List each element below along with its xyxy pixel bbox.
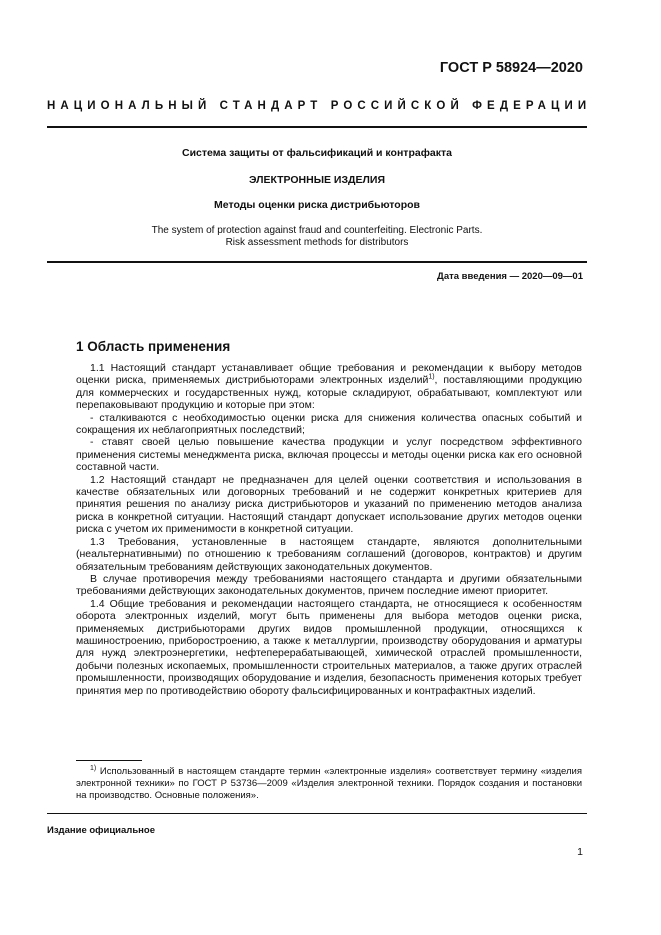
system-title: Система защиты от фальсификаций и контрафакта xyxy=(182,147,452,159)
title-rule xyxy=(47,261,587,263)
paragraph-text: 1.1 Настоящий стандарт устанавливает общие требования и рекомендации к выбору методов оценки риска, применяемых дистрибьюторами электронных изделий xyxy=(76,362,582,387)
edition-label: Издание официальное xyxy=(47,825,155,836)
product-title: ЭЛЕКТРОННЫЕ ИЗДЕЛИЯ xyxy=(249,174,385,186)
paragraph-priority: В случае противоречия между требованиями настоящего стандарта и другими обязательными требованиями действующих законодательных документов, причем последние имеют приоритет. xyxy=(76,572,582,598)
paragraph-1-3: 1.3 Требования, установленные в настоящем стандарте, являются дополнительными (неальтернативными) по отношению к требованиям соглашений (договоров, контрактов) и другим обязательным требованиям действующих законодательных документов. xyxy=(76,535,582,573)
bullet-item: - ставят своей целью повышение качества продукции и услуг посредством эффективного применения системы менеджмента риска, включая процессы и методы оценки риска как его основной составной части. xyxy=(76,436,582,474)
paragraph-1-4: 1.4 Общие требования и рекомендации настоящего стандарта, не относящиеся к особенностям оборота электронных изделий, могут быть применены для выбора методов оценки риска, применяемых дистрибьюторами других видов промышленной продукции, относящихся к машиностроению, приборостроению, а также к металлургии, производству оборудования и арматуры для нужд электроэнергетики, нефтеперерабатывающей, химической отраслей промышленности, добычи полезных ископаемых, промышленности строительных материалов, а также других отраслей промышленности, производящих оборудование и изделия, безопасность применения которых требует принятия мер по противодействию обороту фальсифицированных и контрафактных изделий. xyxy=(76,597,582,697)
national-standard-title: НАЦИОНАЛЬНЫЙ СТАНДАРТ РОССИЙСКОЙ ФЕДЕРАЦИИ xyxy=(47,100,592,112)
document-code: ГОСТ Р 58924—2020 xyxy=(439,60,583,76)
paragraph-1-1 xyxy=(76,362,582,412)
footnote-marker: 1) xyxy=(90,764,97,772)
paragraph-1-2: 1.2 Настоящий стандарт не предназначен для целей оценки соответствия и использования в качестве обязательных или договорных требований и не содержит конкретных критериев для принятия решения по анализу риска дистрибьюторов и указаний по применению методов анализа риска в конкретной ситуации. Настоящий стандарт допускает использование других методов оценки риска с учетом их применимости в конкретной ситуации. xyxy=(76,473,582,536)
english-title-line-1: The system of protection against fraud and counterfeiting. Electronic Parts. xyxy=(151,225,483,236)
bullet-item: - сталкиваются с необходимостью оценки риска для снижения количества опасных событий и сокращения их неблагоприятных последствий; xyxy=(76,411,582,437)
footnote-text: Использованный в настоящем стандарте термин «электронные изделия» соответствует термину «изделия электронной техники» по ГОСТ Р 53736—2009 «Изделия электронной техники. Порядок создания и постановки на производство. Основные положения». xyxy=(76,766,582,801)
page-number: 1 xyxy=(577,846,583,858)
methods-title: Методы оценки риска дистрибьюторов xyxy=(214,199,420,211)
footnote-rule xyxy=(76,760,142,761)
footer-rule xyxy=(47,813,587,814)
header-rule xyxy=(47,126,587,128)
english-title-line-2: Risk assessment methods for distributors xyxy=(225,237,409,248)
section-body xyxy=(76,362,582,697)
effective-date: Дата введения — 2020—09—01 xyxy=(437,271,583,282)
paragraph-text: , поставляющими продукцию для коммерческих и государственных нужд, которые складируют, обрабатывают, комплектуют или перепаковывают продукцию и которые при этом: xyxy=(76,374,582,412)
section-heading: 1 Область применения xyxy=(76,339,231,354)
english-title xyxy=(47,225,587,249)
footnote xyxy=(76,766,582,802)
footnote-ref[interactable]: 1) xyxy=(428,373,435,381)
